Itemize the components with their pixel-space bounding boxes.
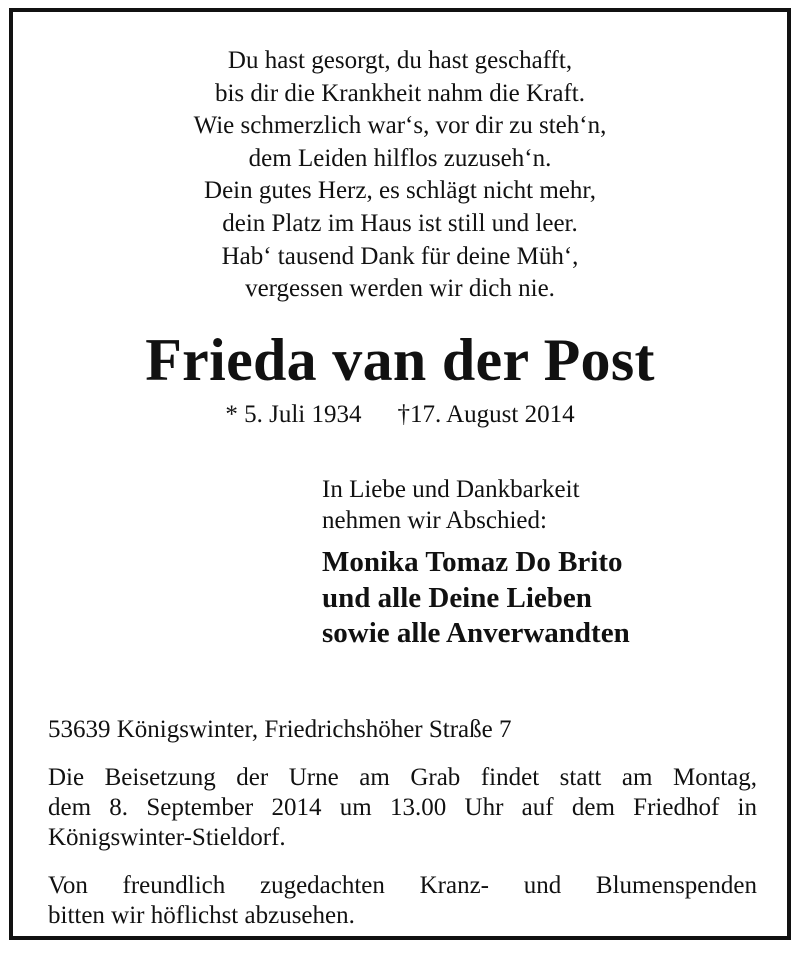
poem-line: bis dir die Krankheit nahm die Kraft.	[214, 79, 586, 107]
farewell-line: In Liebe und Dankbarkeit	[322, 476, 580, 503]
poem-line: Hab‘ tausend Dank für deine Müh‘,	[221, 242, 579, 270]
life-dates	[13, 400, 787, 430]
flowers-notice-line: bitten wir höflichst abzusehen.	[48, 902, 355, 929]
poem-line: dem Leiden hilflos zuzuseh‘n.	[248, 144, 552, 172]
farewell-text	[322, 474, 580, 536]
burial-notice-line: Königswinter-Stieldorf.	[48, 824, 286, 851]
flowers-notice-line: Von freundlich zugedachten Kranz- und Blumenspenden	[48, 872, 757, 899]
mourner-line: Monika Tomaz Do Brito	[322, 546, 623, 578]
mourner-line: und alle Deine Lieben	[322, 581, 592, 614]
poem-line: dein Platz im Haus ist still und leer.	[222, 209, 578, 237]
farewell-line: nehmen wir Abschied:	[322, 507, 547, 534]
memorial-poem	[13, 45, 787, 306]
poem-line: vergessen werden wir dich nie.	[245, 275, 555, 303]
mourner-line: sowie alle Anverwandten	[322, 617, 630, 649]
poem-line: Dein gutes Herz, es schlägt nicht mehr,	[204, 177, 596, 205]
poem-line: Du hast gesorgt, du hast geschafft,	[227, 47, 573, 74]
death-date: †17. August 2014	[397, 401, 575, 428]
poem-line: Wie schmerzlich war‘s, vor dir zu steh‘n,	[193, 112, 607, 140]
notice-frame	[9, 8, 791, 940]
burial-notice-line: dem 8. September 2014 um 13.00 Uhr auf dem Friedhof in	[48, 794, 757, 821]
burial-notice	[48, 763, 757, 853]
mourners-list	[322, 545, 630, 652]
birth-date: * 5. Juli 1934	[225, 401, 362, 428]
deceased-name: Frieda van der Post	[145, 327, 655, 393]
burial-notice-line: Die Beisetzung der Urne am Grab findet statt am Montag,	[48, 764, 757, 791]
flowers-notice	[48, 871, 757, 931]
family-address: 53639 Königswinter, Friedrichshöher Straße 7	[48, 716, 512, 743]
